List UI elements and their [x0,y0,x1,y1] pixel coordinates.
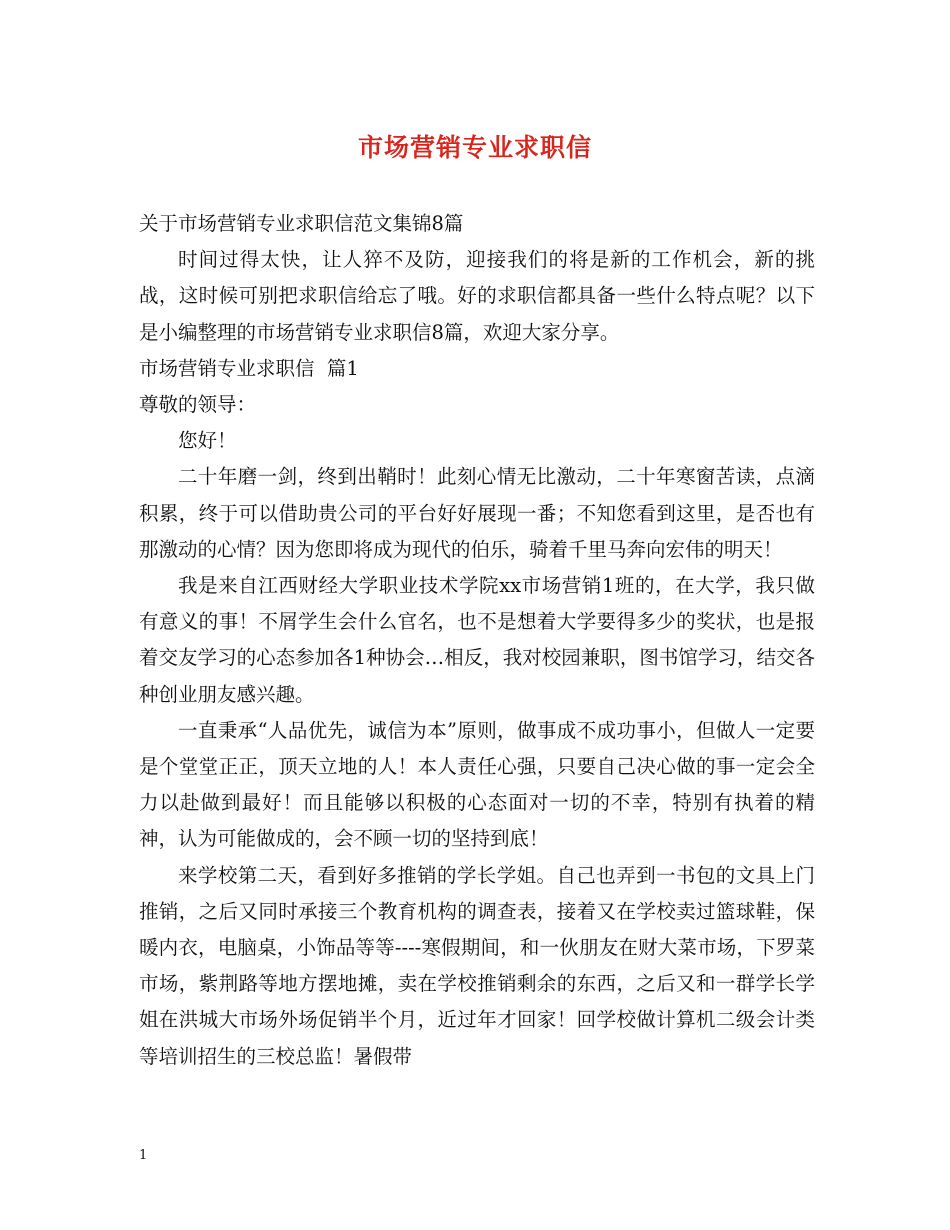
document-body [139,206,815,1075]
body-paragraph: 一直秉承“人品优先，诚信为本”原则，做事成不成功事小，但做人一定要是个堂堂正正，顶天立地的人！本人责任心强，只要自己决心做的事一定会全力以赴做到最好！而且能够以积极的心态面对一切的不幸，特别有执着的精神，认为可能做成的，会不顾一切的坚持到底！ [139,718,815,851]
body-paragraph: 二十年磨一剑，终到出鞘时！此刻心情无比激动，二十年寒窗苦读，点滴积累，终于可以借助贵公司的平台好好展现一番；不知您看到这里，是否也有那激动的心情？因为您即将成为现代的伯乐，骑着千里马奔向宏伟的明天！ [139,465,815,561]
greeting: 您好！ [178,429,237,453]
body-paragraph: 来学校第二天，看到好多推销的学长学姐。自己也弄到一书包的文具上门推销，之后又同时承接三个教育机构的调查表，接着又在学校卖过篮球鞋，保暖内衣，电脑桌，小饰品等等----寒假期间，和一伙朋友在财大菜市场，下罗菜市场，紫荆路等地方摆地摊，卖在学校推销剩余的东西，之后又和一群学长学姐在洪城大市场外场促销半个月，近过年才回家！回学校做计算机二级会计类等培训招生的三校总监！暑假带 [139,863,815,1068]
page-number: 1 [139,1148,148,1163]
intro-paragraph: 时间过得太快，让人猝不及防，迎接我们的将是新的工作机会，新的挑战，这时候可别把求职信给忘了哦。好的求职信都具备一些什么特点呢？以下是小编整理的市场营销专业求职信8篇，欢迎大家分享。 [139,248,815,344]
document-title: 市场营销专业求职信 [357,133,592,162]
salutation: 尊敬的领导： [139,393,257,417]
document-subtitle: 关于市场营销专业求职信范文集锦8篇 [139,212,464,235]
body-paragraph: 我是来自江西财经大学职业技术学院xx市场营销1班的，在大学，我只做有意义的事！不屑学生会什么官名，也不是想着大学要得多少的奖状，也是报着交友学习的心态参加各1种协会…相反，我对校园兼职，图书馆学习，结交各种创业朋友感兴趣。 [139,574,815,706]
section-heading: 市场营销专业求职信 篇1 [139,356,359,380]
